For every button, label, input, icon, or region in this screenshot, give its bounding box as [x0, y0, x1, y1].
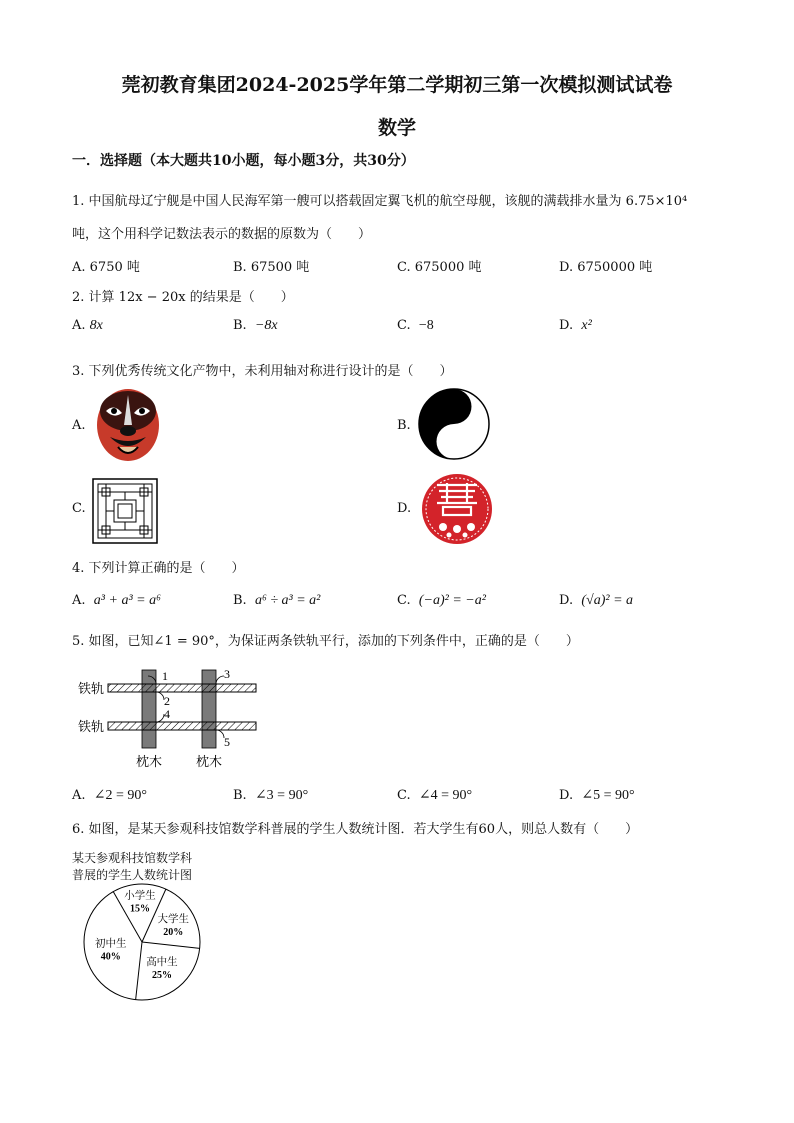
q5-value-b: ∠3 = 90° [254, 788, 309, 803]
q2-stem: 2. 计算 12x − 20x 的结果是（ ） [72, 290, 294, 305]
q5-label-b: B. [233, 788, 247, 803]
pie-slice-percent: 25% [151, 969, 172, 981]
q4-option-c[interactable] [397, 593, 486, 609]
q4-value-c: (−a)² = −a² [418, 593, 486, 608]
chart-title-line2: 普展的学生人数统计图 [72, 868, 193, 882]
yin-yang-icon [418, 388, 490, 460]
exam-title: 莞初教育集团2024-2025学年第二学期初三第一次模拟测试试卷 [121, 74, 673, 96]
q5-value-d: ∠5 = 90° [581, 788, 635, 803]
q4-value-b: a⁶ ÷ a³ = a² [254, 593, 321, 608]
rail-label-top: 铁轨 [78, 682, 105, 697]
q3-label-b[interactable]: B. [397, 418, 411, 433]
q4-label-b: B. [233, 593, 247, 608]
railway-figure [76, 662, 276, 774]
pie-slice-percent: 40% [100, 951, 121, 963]
window-lattice-icon [92, 478, 158, 544]
q2-label-c: C. [397, 318, 411, 333]
q6-stem: 6. 如图，是某天参观科技馆数学科普展的学生人数统计图．若大学生有60人，则总人数有（ ） [72, 822, 639, 837]
q3-label-a[interactable]: A. [72, 418, 86, 433]
q1-line1: 1. 中国航母辽宁舰是中国人民海军第一艘可以搭载固定翼飞机的航空母舰，该舰的满载排水量为 6.75×10⁴ [72, 194, 688, 209]
q5-label-c: C. [397, 788, 411, 803]
sleeper-left [142, 670, 156, 748]
q3-label-d[interactable]: D. [397, 501, 412, 516]
q1-option-a[interactable]: A. 6750 吨 [72, 260, 140, 275]
angle-label-4: 4 [164, 707, 170, 721]
angle-label-5: 5 [224, 735, 230, 749]
q2-label-a: A. [72, 318, 86, 333]
rail-bottom [108, 722, 256, 730]
pie-chart [78, 882, 208, 1002]
q5-label-a: A. [72, 788, 86, 803]
q2-value-d: x² [581, 318, 592, 333]
q4-option-a[interactable] [72, 593, 161, 609]
q5-label-d: D. [559, 788, 574, 803]
q2-value-c: −8 [418, 318, 434, 333]
pie-slice-label: 大学生 [157, 913, 189, 926]
q4-option-b[interactable] [233, 593, 320, 609]
q1-option-b[interactable]: B. 67500 吨 [233, 260, 310, 275]
q3-label-c[interactable]: C. [72, 501, 86, 516]
sleeper-label-right: 枕木 [196, 755, 223, 770]
q4-label-a: A. [72, 593, 86, 608]
q3-stem: 3. 下列优秀传统文化产物中，未利用轴对称进行设计的是（ ） [72, 364, 453, 379]
q5-value-c: ∠4 = 90° [418, 788, 473, 803]
q4-label-c: C. [397, 593, 411, 608]
q5-option-b[interactable] [233, 787, 308, 804]
q1-option-d[interactable]: D. 6750000 吨 [559, 260, 653, 275]
exam-subject: 数学 [377, 117, 416, 139]
opera-mask-icon [92, 385, 164, 463]
chart-title-line1: 某天参观科技馆数学科 [72, 851, 193, 865]
q5-option-c[interactable] [397, 787, 472, 804]
pie-slice-label: 小学生 [124, 889, 156, 902]
q2-value-a: 8x [89, 318, 103, 333]
q2-option-d[interactable] [559, 318, 592, 334]
q4-value-a: a³ + a³ = a⁶ [93, 593, 161, 608]
sleeper-label-left: 枕木 [136, 755, 163, 770]
q5-stem: 5. 如图，已知∠1 = 90°，为保证两条铁轨平行，添加的下列条件中，正确的是（ ） [72, 634, 579, 649]
pie-slice-label: 初中生 [95, 937, 127, 950]
q2-label-b: B. [233, 318, 247, 333]
q4-option-d[interactable] [559, 593, 633, 609]
angle-label-2: 2 [164, 694, 170, 708]
q1-option-c[interactable]: C. 675000 吨 [397, 260, 482, 275]
rail-top [108, 684, 256, 692]
angle-label-3: 3 [224, 667, 230, 681]
q2-option-b[interactable] [233, 318, 278, 334]
section-heading: 一．选择题（本大题共10小题，每小题3分，共30分） [72, 153, 415, 169]
q4-stem: 4. 下列计算正确的是（ ） [72, 561, 245, 576]
q5-option-d[interactable] [559, 787, 635, 804]
q2-option-a[interactable] [72, 318, 103, 334]
pie-slice-percent: 15% [130, 903, 151, 915]
double-happiness-icon [421, 473, 493, 545]
angle-label-1: 1 [162, 669, 168, 683]
q5-option-a[interactable] [72, 787, 147, 804]
q1-line2: 吨，这个用科学记数法表示的数据的原数为（ ） [72, 227, 372, 242]
pie-slice-percent: 20% [163, 927, 184, 939]
q2-value-b: −8x [254, 318, 278, 333]
q4-label-d: D. [559, 593, 574, 608]
q2-option-c[interactable] [397, 318, 434, 334]
q2-label-d: D. [559, 318, 574, 333]
rail-label-bottom: 铁轨 [78, 720, 105, 735]
q4-value-d: (√a)² = a [581, 593, 634, 608]
pie-slice-label: 高中生 [146, 955, 178, 968]
q5-value-a: ∠2 = 90° [93, 788, 148, 803]
sleeper-right [202, 670, 216, 748]
